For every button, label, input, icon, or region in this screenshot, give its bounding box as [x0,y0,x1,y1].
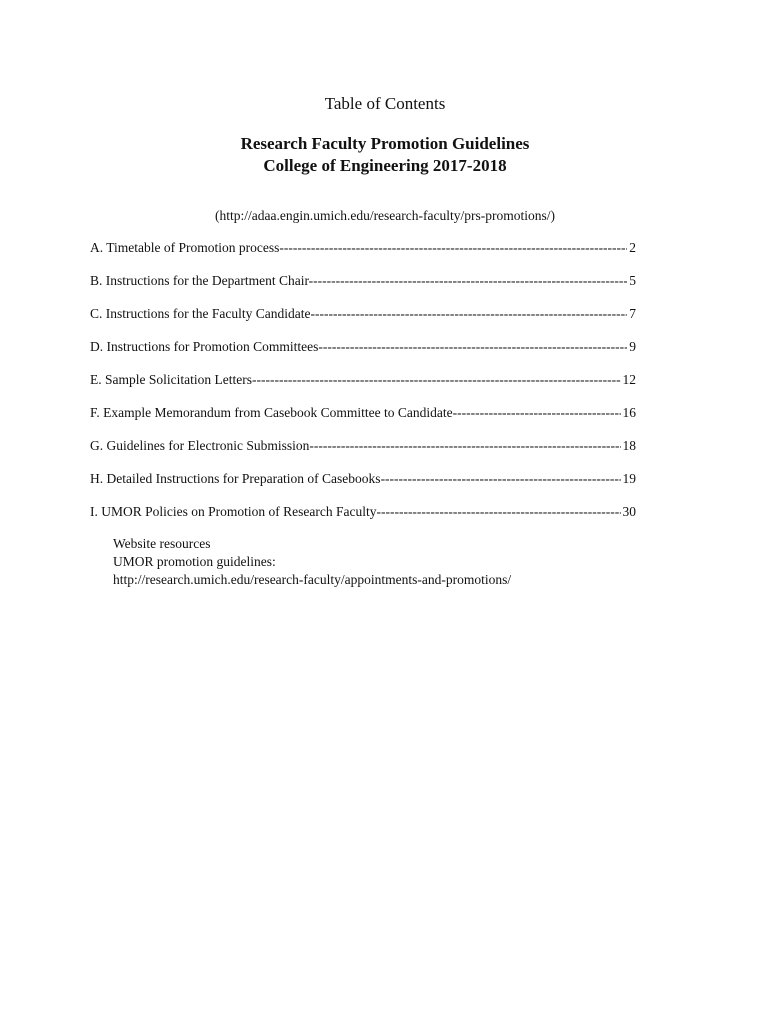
toc-entry-page: 19 [622,471,636,486]
toc-entry-a [90,238,636,271]
toc-entries [90,238,636,535]
toc-entry-title: A. Timetable of Promotion process [90,240,280,255]
toc-entry-page: 2 [629,240,636,255]
toc-entry-page: 12 [622,372,636,387]
toc-entry-page: 30 [622,504,636,519]
toc-leader [252,370,621,390]
toc-entry-page: 7 [629,306,636,321]
toc-entry-page: 5 [629,273,636,288]
toc-entry-title: G. Guidelines for Electronic Submission- [90,438,314,453]
toc-entry-b [90,271,636,304]
toc-leader [279,238,627,258]
toc-entry-title: I. UMOR Policies on Promotion of Research Faculty [90,504,377,519]
resources-label: UMOR promotion guidelines: [113,554,276,569]
toc-entry-page: 9 [629,339,636,354]
toc-entry-g [90,436,636,469]
document-title [0,133,770,177]
website-resources [113,535,511,589]
toc-entry-title: D. Instructions for Promotion Committees- [90,339,323,354]
guidelines-url: (http://adaa.engin.umich.edu/research-faculty/prs-promotions/) [214,208,555,223]
toc-leader [314,436,621,456]
title-line-2: College of Engineering 2017-2018 [263,156,507,175]
toc-leader [310,304,627,324]
toc-entry-title: B. Instructions for the Department Chair- [90,273,314,288]
toc-entry-title: F. Example Memorandum from Casebook Committee to Candidate [90,405,453,420]
toc-leader [376,502,620,522]
toc-heading: Table of Contents [324,94,446,113]
toc-leader [453,403,621,423]
toc-entry-page: 18 [622,438,636,453]
toc-entry-d [90,337,636,370]
toc-entry-i [90,502,636,535]
toc-entry-h [90,469,636,502]
toc-leader [323,337,627,357]
resources-heading: Website resources [113,536,211,551]
toc-entry-c [90,304,636,337]
toc-entry-page: 16 [622,405,636,420]
toc-entry-e [90,370,636,403]
toc-entry-title: H. Detailed Instructions for Preparation of Casebooks [90,471,381,486]
toc-entry-title: C. Instructions for the Faculty Candidate [90,306,311,321]
resources-url: http://research.umich.edu/research-faculty/appointments-and-promotions/ [113,572,512,587]
toc-entry-title: E. Sample Solicitation Letters [90,372,252,387]
title-line-1: Research Faculty Promotion Guidelines [240,134,530,153]
toc-leader [381,469,621,489]
toc-leader [313,271,627,291]
toc-entry-f [90,403,636,436]
